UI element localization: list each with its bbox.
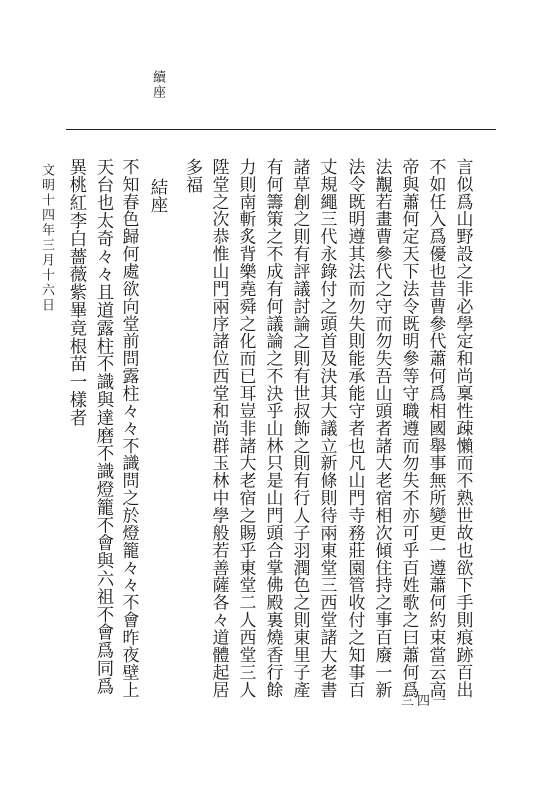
text-column: 不如任入爲優也昔曹參代蕭何爲相國舉事無所變更一遵蕭何約束當云高 (427, 158, 447, 699)
text-column: 言似爲山野設之非必學定和尚稟性疎懶而不熟世故也欲下手則痕跡百出 (454, 158, 474, 699)
text-column: 法覯若畫曹參代之守而勿失吾山頭者諸大老宿相次傾住持之事百廢一新 (373, 158, 393, 699)
text-column: 多福 (182, 158, 202, 194)
text-column: 異桃紅李白薔薇紫畢竟根苗一樣者 (66, 158, 86, 427)
text-column: 法令既明遵其法而勿失則能承能守者也凡山門寺務莊園管收付之知事百 (346, 158, 366, 699)
text-column: 有何籌策之不成有何議論之不決乎山林只是山門頭合掌佛殿裏燒香行餘 (264, 158, 284, 699)
text-column: 帝與蕭何定天下法令既明參等守職遵而勿失不亦可乎百姓歌之曰蕭何爲 (400, 158, 420, 699)
date-line: 文明十四年三月十六日 (39, 163, 54, 313)
section-heading: 結座 (147, 178, 167, 214)
running-header: 續座 (150, 70, 165, 100)
text-column: 陞堂之次恭惟山門兩序諸位西堂和尚群玉林中學般若善薩各々道體起居 (210, 158, 230, 699)
text-column: 不知春色歸何處欲向堂前問露柱々々不識問之於燈籠々々不會昨夜壁上 (120, 158, 140, 699)
page-number: 三四一 (401, 694, 450, 709)
header-rule (66, 129, 496, 130)
text-column: 天台也太奇々々且道露柱不識與達磨不識燈籠不會與六祖不會爲同爲 (93, 158, 113, 695)
text-column: 丈規繩三代永錄付之頭首及決其大議立新條則待兩東堂三西堂諸大老書 (318, 158, 338, 699)
text-column: 力則南斬炙背樂堯舜之化而已耳豈非諸大老宿之賜乎東堂二人西堂三人 (237, 158, 257, 699)
text-column: 諸草創之則有評議討論之則有世叔飾之則有行人子羽潤色之則東里子產 (291, 158, 311, 699)
